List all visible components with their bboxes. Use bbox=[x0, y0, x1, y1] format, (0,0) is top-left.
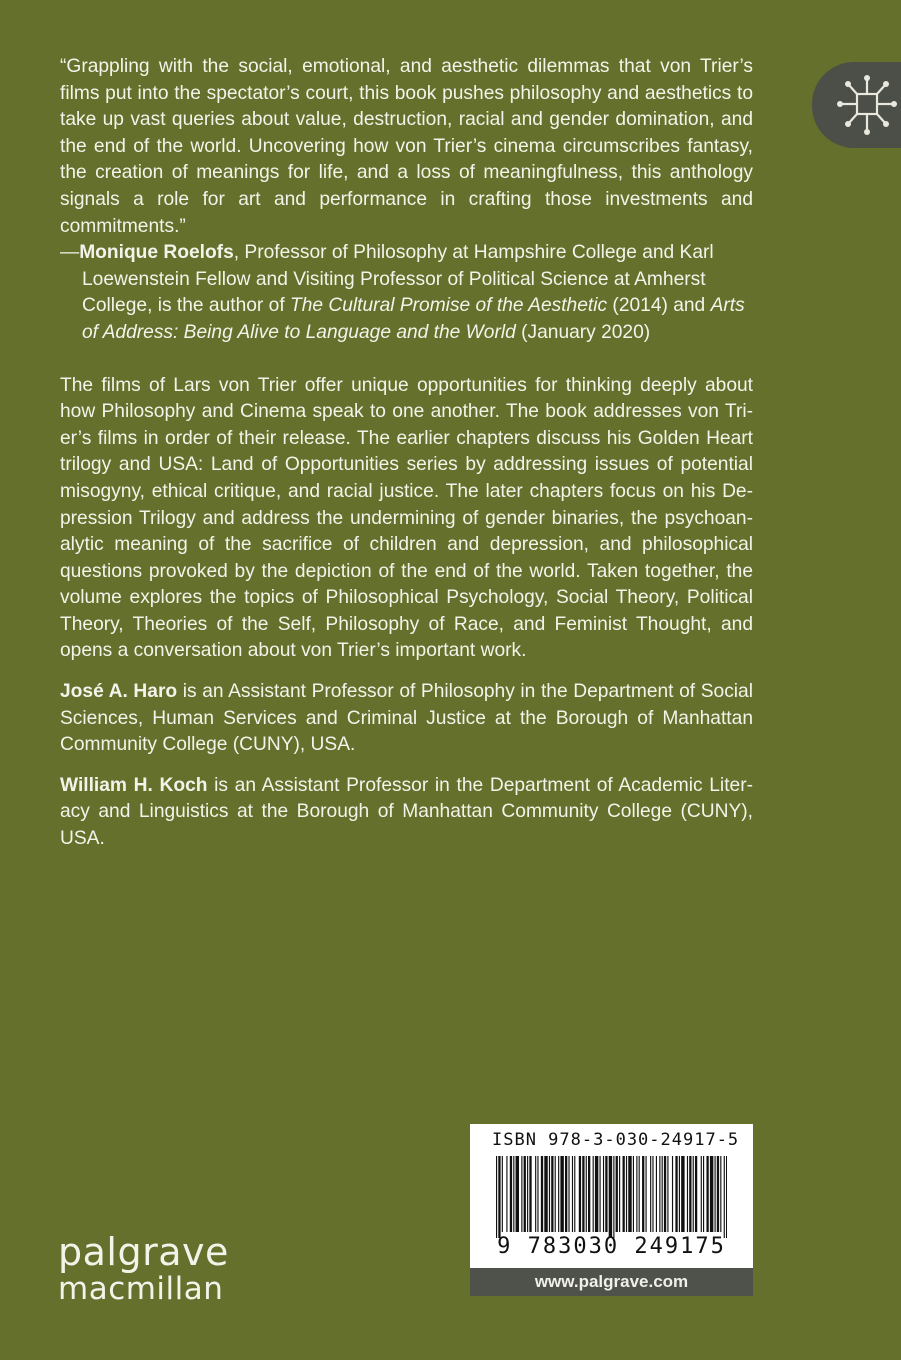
isbn-digits: 9 783030 249175 bbox=[497, 1234, 726, 1259]
barcode-bar bbox=[609, 1156, 612, 1238]
barcode-bar bbox=[662, 1156, 663, 1232]
barcode-bar bbox=[502, 1156, 503, 1232]
barcode-bar bbox=[549, 1156, 550, 1232]
barcode-bar bbox=[600, 1156, 601, 1232]
barcode-bar bbox=[679, 1156, 680, 1232]
barcode-bar bbox=[593, 1156, 594, 1232]
quote-dash: — bbox=[60, 242, 80, 264]
barcode-bar bbox=[537, 1156, 538, 1232]
barcode-bars bbox=[496, 1156, 727, 1238]
endorsement-quote: “Grappling with the social, emotional, and aesthetic dilemmas that von Trier’s films put into the spectator’s court, this book pushes philosophy and aesthetics to take up vast queries about value, destruction, racial and gender domination, and the end of the world. Uncovering how von Trier’s cinema circumscribes fantasy, the creation of meanings for life, and a loss of meaningfulness, this anthology signals a role for art and performance in crafting those investments and commitments.” bbox=[60, 56, 753, 237]
endorser-mid: (2014) and bbox=[607, 295, 711, 317]
publisher-logo bbox=[58, 1232, 229, 1306]
barcode-bar bbox=[681, 1156, 684, 1232]
barcode-bar bbox=[687, 1156, 688, 1232]
barcode-bar bbox=[551, 1156, 553, 1232]
endorser-name: Monique Roelofs bbox=[79, 242, 234, 264]
series-badge bbox=[812, 62, 901, 148]
barcode-bar bbox=[498, 1156, 500, 1238]
barcode-bar bbox=[613, 1156, 614, 1238]
barcode-bar bbox=[628, 1156, 631, 1232]
barcode-bar bbox=[689, 1156, 691, 1232]
endorser-end: (January 2020) bbox=[515, 321, 651, 343]
barcode-bar bbox=[535, 1156, 536, 1232]
author-name-1: José A. Haro bbox=[60, 681, 178, 703]
barcode-bar bbox=[616, 1156, 618, 1232]
network-square-icon bbox=[834, 74, 901, 136]
barcode-bar bbox=[726, 1156, 727, 1238]
isbn-barcode bbox=[470, 1124, 753, 1268]
barcode-bar bbox=[706, 1156, 708, 1232]
logo-line-1: palgrave bbox=[58, 1230, 229, 1274]
barcode-bar bbox=[650, 1156, 651, 1232]
barcode-bar bbox=[639, 1156, 640, 1232]
author-bio-1 bbox=[60, 679, 753, 759]
barcode-bar bbox=[659, 1156, 660, 1232]
barcode-bar bbox=[586, 1156, 587, 1232]
barcode-bar bbox=[672, 1156, 673, 1232]
barcode-bar bbox=[560, 1156, 563, 1232]
author-name-2: William H. Koch bbox=[60, 774, 208, 796]
endorser-book-1: The Cultural Promise of the Aesthetic bbox=[290, 295, 608, 317]
barcode-bar bbox=[513, 1156, 514, 1232]
barcode-bar bbox=[701, 1156, 702, 1232]
barcode-bar bbox=[710, 1156, 713, 1232]
author-text-1: is an Assistant Professor of Philosophy in the Department of Social Sciences, Human Services and Criminal Justice at the Borough of Manhattan Community College (CUNY), USA. bbox=[60, 681, 753, 756]
barcode-bar bbox=[675, 1156, 677, 1232]
barcode-bar bbox=[595, 1156, 598, 1232]
barcode-bar bbox=[646, 1156, 647, 1232]
barcode-bar bbox=[715, 1156, 716, 1232]
barcode-bar bbox=[527, 1156, 528, 1232]
publisher-url: www.palgrave.com bbox=[470, 1268, 753, 1296]
barcode-bar bbox=[572, 1156, 573, 1232]
endorsement-attribution bbox=[60, 240, 753, 346]
barcode-bar bbox=[568, 1156, 569, 1232]
barcode-bar bbox=[656, 1156, 657, 1232]
barcode-bar bbox=[695, 1156, 697, 1232]
barcode-bar bbox=[633, 1156, 634, 1232]
barcode-bar bbox=[541, 1156, 543, 1232]
book-description: The films of Lars von Trier offer unique opportunities for thinking deeply about how Philosophy and Cinema speak to one another. The book addresses von Trier’s films in order of their release. The earlier chapters discuss his Golden Heart trilogy and USA: Land of Opportunities series by addressing issues of potential misogyny, ethical critique, and racial justice. The later chapters focus on his Depression Trilogy and address the undermining of gender binaries, the psychoanalytic meaning of the sacrifice of children and depression, and philosophical questions provoked by the depiction of the end of the world. Taken together, the volume explores the topics of Philosophical Psychology, Social Theory, Political Theory, Theories of the Self, Philosophy of Race, and Feminist Thought, and opens a conversation about von Trier’s important work. bbox=[60, 374, 753, 662]
barcode-bar bbox=[619, 1156, 620, 1232]
barcode-bar bbox=[642, 1156, 644, 1232]
barcode-bar bbox=[664, 1156, 666, 1232]
barcode-bar bbox=[524, 1156, 526, 1232]
back-cover-text bbox=[60, 54, 753, 853]
barcode-bar bbox=[510, 1156, 512, 1232]
barcode-bar bbox=[717, 1156, 719, 1232]
author-text-2: is an Assistant Professor in the Department of Academic Literacy and Linguistics at the Borough of Manhattan Community College (CUNY), USA. bbox=[60, 774, 753, 850]
barcode-bar bbox=[555, 1156, 556, 1232]
barcode-bar bbox=[506, 1156, 507, 1232]
endorser-affiliation: , Professor of Philosophy at Hampshire College and Karl Loewenstein Fellow and Visiting Professor of Political Science at Amherst College, is the author of bbox=[82, 242, 714, 317]
barcode-bar bbox=[521, 1156, 522, 1232]
barcode-bar bbox=[529, 1156, 531, 1232]
barcode-bar bbox=[516, 1156, 519, 1232]
barcode-bar bbox=[623, 1156, 625, 1232]
endorser-book-2: Arts of Address: Being Alive to Language and the World bbox=[82, 295, 745, 343]
barcode-bar bbox=[720, 1156, 721, 1232]
barcode-bar bbox=[652, 1156, 653, 1232]
author-bio-2 bbox=[60, 773, 753, 853]
barcode-bar bbox=[693, 1156, 694, 1232]
barcode-bar bbox=[605, 1156, 607, 1232]
barcode-bar bbox=[703, 1156, 704, 1232]
barcode-bar bbox=[636, 1156, 637, 1232]
barcode-bar bbox=[724, 1156, 725, 1238]
barcode-bar bbox=[588, 1156, 590, 1232]
barcode-bar bbox=[574, 1156, 575, 1232]
barcode-bar bbox=[565, 1156, 567, 1232]
barcode-bar bbox=[626, 1156, 627, 1232]
logo-line-2: macmillan bbox=[58, 1271, 224, 1307]
barcode-bar bbox=[496, 1156, 497, 1238]
isbn-label: ISBN 978-3-030-24917-5 bbox=[492, 1130, 740, 1150]
barcode-bar bbox=[544, 1156, 547, 1232]
barcode-bar bbox=[558, 1156, 559, 1232]
barcode-bar bbox=[667, 1156, 668, 1232]
barcode-bar bbox=[579, 1156, 581, 1232]
barcode-bar bbox=[603, 1156, 604, 1232]
barcode-bar bbox=[582, 1156, 584, 1232]
